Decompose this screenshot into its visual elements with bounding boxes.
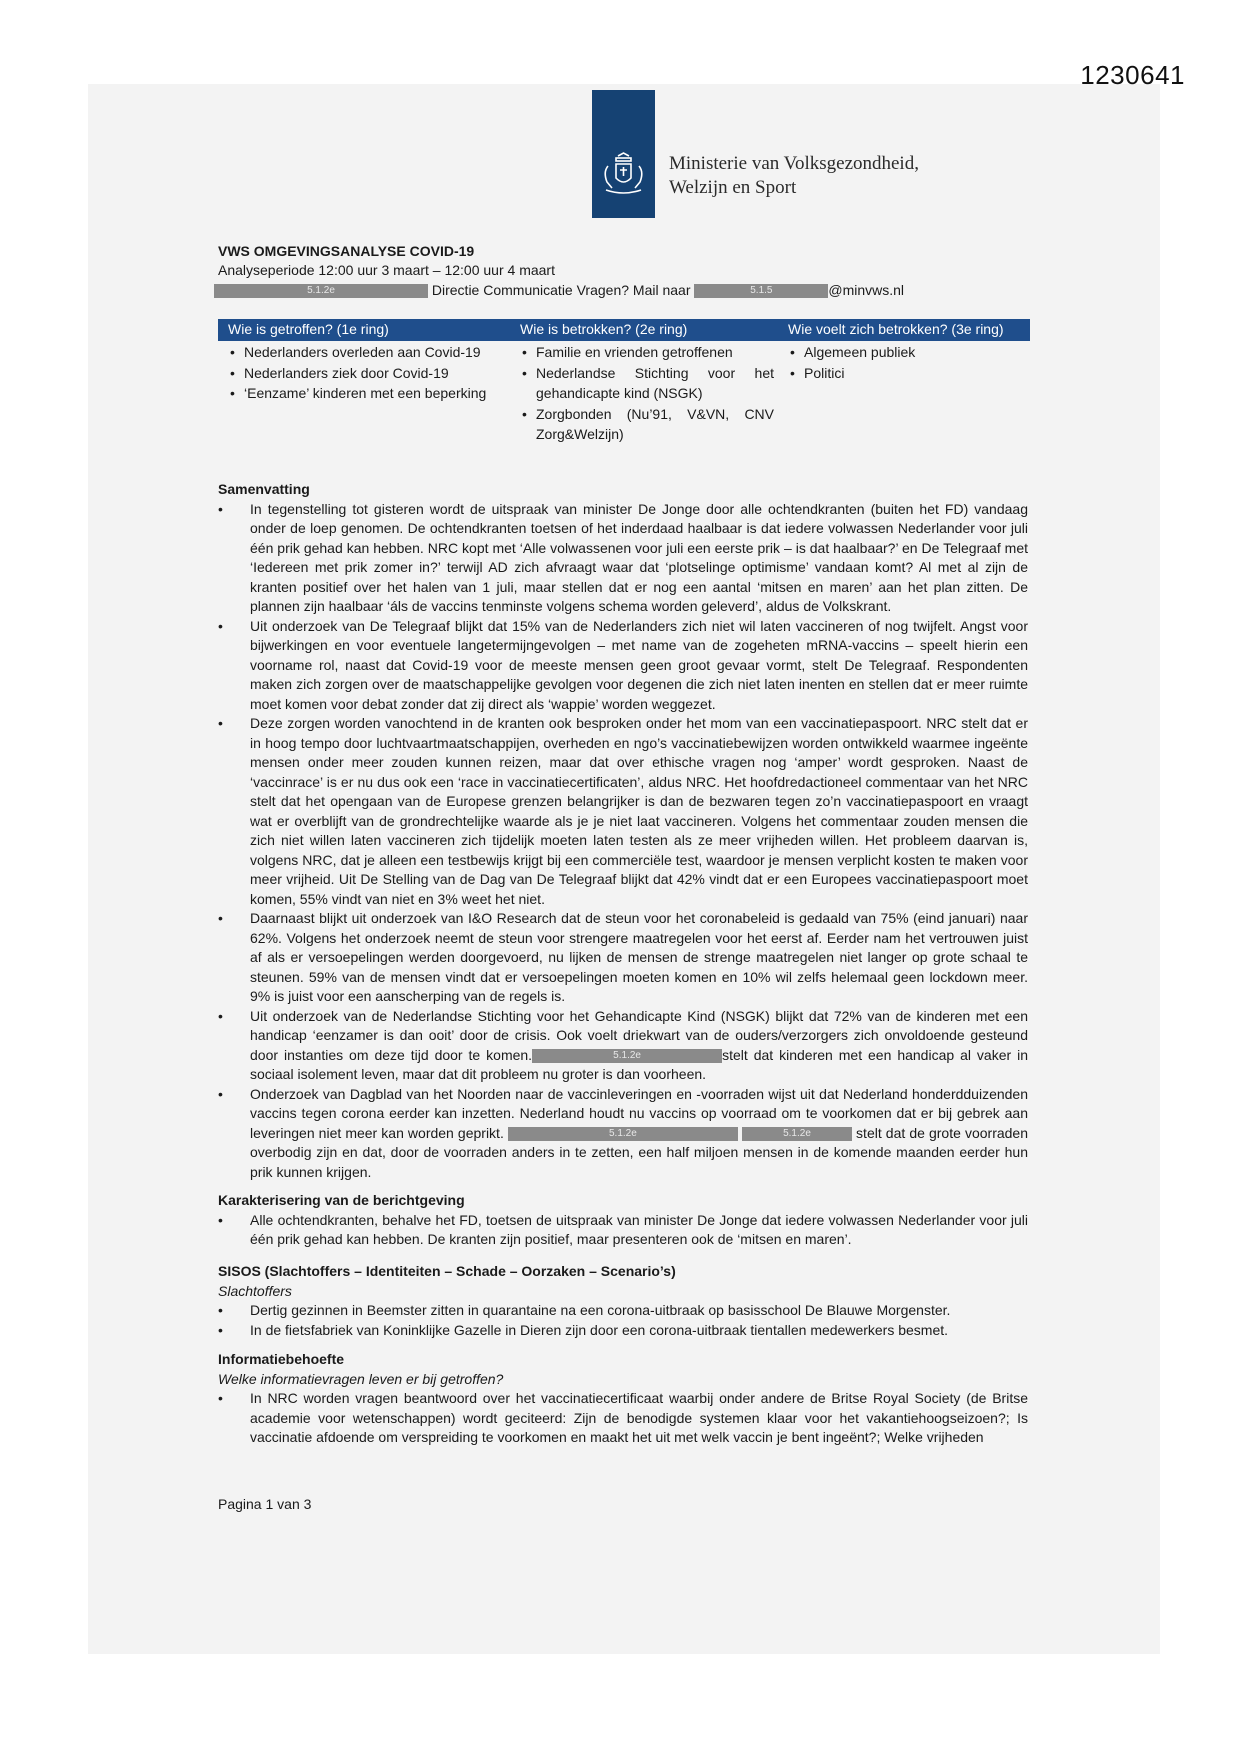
redaction-box: 5.1.2e	[508, 1127, 738, 1141]
email-suffix: @minvws.nl	[828, 282, 905, 298]
report-title: VWS OMGEVINGSANALYSE COVID-19	[218, 243, 475, 259]
list-item: • Nederlandse Stichting voor het gehandicapte kind (NSGK)	[536, 363, 774, 404]
page-number: Pagina 1 van 3	[218, 1496, 312, 1512]
list-item: • In NRC worden vragen beantwoord over het vaccinatiecertificaat waarbij onder andere de Britse Royal Society (de Britse academie voor wetenschappen) wordt geciteerd: Zijn de benodigde systemen klaar voor het vakantiehoogseizoen?; Is vaccinatie afdoende om verspreiding te voorkomen en maakt het uit met welk vaccin je bent ingeënt?; Welke vrijheden	[218, 1389, 1028, 1448]
section-title: Karakterisering van de berichtgeving	[218, 1192, 465, 1208]
ring-column-3	[778, 341, 1030, 445]
ministry-name-line-1: Ministerie van Volksgezondheid,	[669, 153, 919, 174]
redaction-box: 5.1.2e	[742, 1127, 852, 1141]
ministry-name	[669, 152, 919, 200]
contact-text: Directie Communicatie Vragen? Mail naar	[428, 282, 695, 298]
section-title: SISOS (Slachtoffers – Identiteiten – Schade – Oorzaken – Scenario’s)	[218, 1263, 676, 1279]
sisos-section	[218, 1262, 1028, 1340]
coat-of-arms-icon	[600, 152, 647, 196]
list-item	[218, 1085, 1028, 1183]
karakterisering-section	[218, 1191, 1028, 1250]
document-number: 1230641	[1080, 60, 1185, 90]
ring-header-1: Wie is getroffen? (1e ring)	[218, 319, 510, 341]
list-item: • In de fietsfabriek van Koninklijke Gazelle in Dieren zijn door een corona-uitbraak tientallen medewerkers besmet.	[218, 1321, 1028, 1341]
list-item: • Uit onderzoek van De Telegraaf blijkt dat 15% van de Nederlanders zich niet wil laten vaccineren of nog twijfelt. Angst voor bijwerkingen en voor eventuele langetermijngevolgen – met name van de zogeheten mRNA-vaccins – speelt hierin een voorname rol, naast dat Covid-19 voor de meeste mensen geen groot gevaar vormt, stelt De Telegraaf. Respondenten maken zich zorgen over de maatschappelijke gevolgen voor degenen die zich niet laten inenten en stellen dat er meer ruimte moet komen voor debat zonder dat zij direct als ‘wappie’ worden weggezet.	[218, 617, 1028, 715]
list-item: • Nederlanders ziek door Covid-19	[244, 363, 506, 384]
section-subtitle: Slachtoffers	[218, 1282, 292, 1299]
section-title: Samenvatting	[218, 481, 310, 497]
section-subtitle: Welke informatievragen leven er bij getroffen?	[218, 1370, 504, 1387]
redaction-box: 5.1.2e	[532, 1049, 722, 1063]
samenvatting-section	[218, 480, 1028, 1182]
list-item-text: stelt dat kinderen met een handicap al vaker in sociaal isolement leven, maar dat dit probleem nu groter is dan voorheen.	[250, 1046, 1029, 1082]
list-item-text: stelt dat de grote voorraden overbodig zijn en dat, door de voorraden anders in te zetten, een half miljoen mensen in de komende maanden eerder hun prik kunnen krijgen.	[250, 1124, 1029, 1180]
list-item: • In tegenstelling tot gisteren wordt de uitspraak van minister De Jonge door alle ochtendkranten (buiten het FD) vandaag onder de loep genomen. De ochtendkranten toetsen of het inderdaad haalbaar is dat iedere volwassen Nederlander voor juli één prik gehad kan hebben. NRC kopt met ‘Alle volwassenen voor juli een eerste prik – is dat haalbaar?’ en De Telegraaf met ‘Iedereen met prik zomer in?’ terwijl AD zich afvraagt waar dat ‘plotselinge optimisme’ vandaan komt? Al met al zijn de kranten positief over het halen van 1 juli, maar stellen dat er nog een aantal ‘mitsen en maren’ aan het plan zitten. De plannen zijn haalbaar ‘áls de vaccins tenminste volgens schema worden geleverd’, aldus de Volkskrant.	[218, 500, 1028, 617]
list-item-text: Onderzoek van Dagblad van het Noorden naar de vaccinleveringen en -voorraden wijst uit dat Nederland honderdduizenden vaccins tegen corona eerder kan inzetten. Nederland houdt nu vaccins op voorraad om te voorkomen dat er bij gebrek aan leveringen niet meer kan worden geprikt.	[250, 1085, 1028, 1141]
ministry-name-line-2: Welzijn en Sport	[669, 177, 797, 198]
ring-column-2	[510, 341, 778, 445]
list-item: • Daarnaast blijkt uit onderzoek van I&O Research dat de steun voor het coronabeleid is gedaald van 75% (eind januari) naar 62%. Volgens het onderzoek neemt de steun voor strengere maatregelen voor het eerst af. Eerder nam het vertrouwen juist af als er versoepelingen werden doorgevoerd, nu lijken de mensen de strenge maatregelen niet langer op grote schaal te steunen. 59% van de mensen vindt dat er versoepelingen moeten komen en 10% wil zelfs helemaal geen lockdown meer. 9% is juist voor een aanscherping van de regels is.	[218, 909, 1028, 1007]
redaction-box: 5.1.5	[694, 284, 828, 298]
list-item: • Familie en vrienden getroffenen	[536, 342, 774, 363]
redaction-box: 5.1.2e	[214, 284, 428, 298]
list-item: • Alle ochtendkranten, behalve het FD, toetsen de uitspraak van minister De Jonge dat iedere volwassen Nederlander voor juli één prik gehad kan hebben. De kranten zijn positief, maar presenteren ook de ‘mitsen en maren’.	[218, 1211, 1028, 1250]
list-item: • ‘Eenzame’ kinderen met een beperking	[244, 383, 506, 404]
rijksoverheid-logo	[592, 90, 655, 218]
ring-column-1	[218, 341, 510, 445]
informatiebehoefte-section	[218, 1350, 1028, 1448]
list-item: • Politici	[804, 363, 1026, 384]
list-item: • Nederlanders overleden aan Covid-19	[244, 342, 506, 363]
list-item: • Deze zorgen worden vanochtend in de kranten ook besproken onder het mom van een vaccinatiepaspoort. NRC stelt dat er in hoog tempo door luchtvaartmaatschappijen, overheden en ngo’s vaccinatiebewijzen worden ontwikkeld waarmee ingeënte mensen onder meer zouden kunnen reizen, maar dat over ethische vragen nog ‘amper’ wordt gesproken. Naast de ‘vaccinrace’ is er nu dus ook een ‘race in vaccinatiecertificaten’, aldus NRC. Het hoofdredactioneel commentaar van het NRC stelt dat het opengaan van de Europese grenzen belangrijker is dan de bezwaren tegen zo’n vaccinatiepaspoort en vraagt wat er overblijft van de grondrechtelijke waarde als je je niet laat vaccineren. Volgens het commentaar zouden mensen die zich niet willen laten vaccineren zich tijdelijk moeten laten testen als ze meer vrijheden willen. Het probleem daarvan is, volgens NRC, dat je alleen een testbewijs krijgt bij een commerciële test, waardoor je mensen verplicht kosten te maken voor meer vrijheid. Uit De Stelling van de Dag van De Telegraaf blijkt dat 42% vindt dat er een Europees vaccinatiepaspoort moet komen, 55% vindt van niet en 3% weet het niet.	[218, 714, 1028, 909]
ring-header-3: Wie voelt zich betrokken? (3e ring)	[778, 319, 1030, 341]
list-item: • Algemeen publiek	[804, 342, 1026, 363]
analysis-period: Analyseperiode 12:00 uur 3 maart – 12:00 uur 4 maart	[218, 262, 555, 278]
list-item-text: Uit onderzoek van de Nederlandse Stichting voor het Gehandicapte Kind (NSGK) blijkt dat 72% van de kinderen met een handicap ‘eenzamer is dan ooit’ door de crisis. Ook voelt driekwart van de ouders/verzorgers zich onvoldoende gesteund door instanties om deze tijd door te komen.	[250, 1007, 1028, 1063]
list-item: • Dertig gezinnen in Beemster zitten in quarantaine na een corona-uitbraak op basisschool De Blauwe Morgenster.	[218, 1301, 1028, 1321]
section-title: Informatiebehoefte	[218, 1351, 345, 1367]
contact-line	[214, 281, 1044, 301]
list-item	[218, 1007, 1028, 1085]
rings-table	[218, 319, 1030, 445]
ring-header-2: Wie is betrokken? (2e ring)	[510, 319, 778, 341]
list-item: • Zorgbonden (Nu’91, V&VN, CNV Zorg&Welzijn)	[536, 404, 774, 445]
